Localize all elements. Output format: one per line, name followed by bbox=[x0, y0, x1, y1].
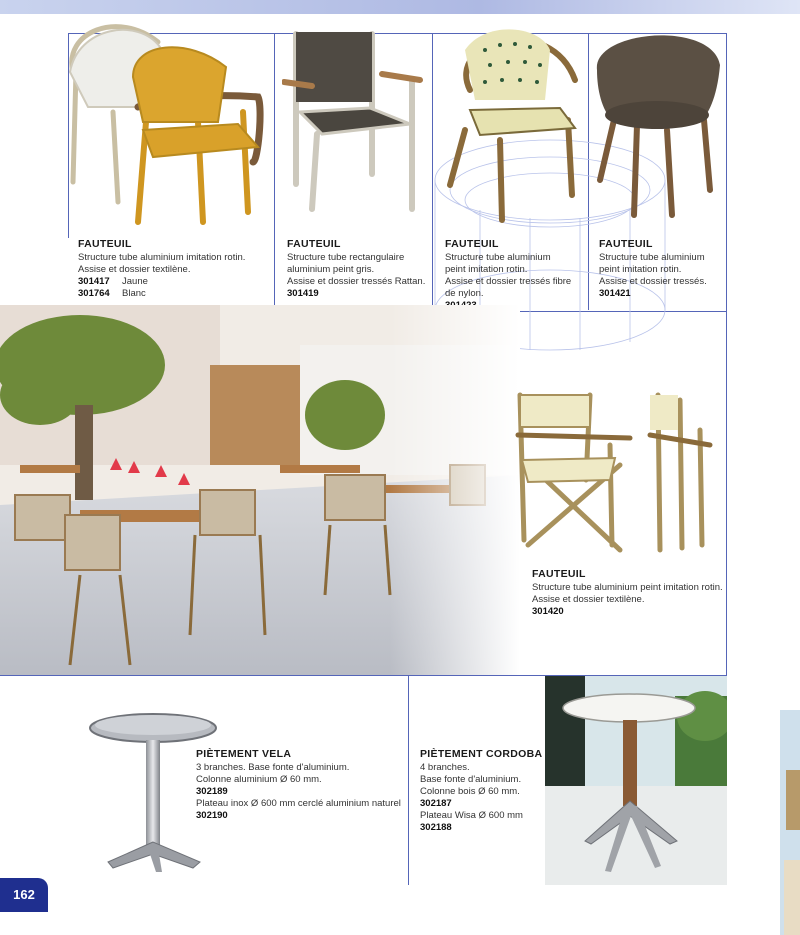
product-title: PIÈTEMENT VELA bbox=[196, 748, 292, 760]
color-label: Blanc bbox=[122, 288, 146, 299]
product-description: Structure tube rectangulaire bbox=[287, 252, 405, 263]
divider bbox=[274, 33, 275, 310]
product-description: de nylon. bbox=[445, 288, 484, 299]
product-description: Assise et dossier tressés Rattan. bbox=[287, 276, 426, 287]
product-title: FAUTEUIL bbox=[78, 238, 132, 250]
chair-photo-301421 bbox=[592, 20, 722, 225]
product-description: Plateau Wisa Ø 600 mm bbox=[420, 810, 523, 821]
product-cordoba bbox=[420, 748, 542, 834]
product-description: Structure tube aluminium peint imitation rotin. bbox=[532, 582, 723, 593]
product-301420 bbox=[532, 568, 723, 618]
terrace-photo bbox=[0, 305, 520, 675]
table-photo-cordoba bbox=[545, 676, 727, 885]
chair-photo-301419 bbox=[282, 24, 427, 214]
product-reference: 302188 bbox=[420, 822, 452, 833]
product-description: Assise et dossier textilène. bbox=[78, 264, 191, 275]
divider bbox=[726, 33, 727, 675]
product-301423 bbox=[445, 238, 571, 312]
product-reference: 302187 bbox=[420, 798, 452, 809]
chair-photo-301417 bbox=[58, 12, 268, 232]
product-description: Structure tube aluminium bbox=[599, 252, 705, 263]
product-reference: 301419 bbox=[287, 288, 319, 299]
product-reference: 302190 bbox=[196, 810, 228, 821]
edge-photo-fragment bbox=[780, 710, 800, 935]
product-description: Structure tube aluminium bbox=[445, 252, 551, 263]
divider bbox=[408, 675, 409, 885]
product-description: 4 branches. bbox=[420, 762, 470, 773]
product-description: Colonne bois Ø 60 mm. bbox=[420, 786, 520, 797]
product-description: Colonne aluminium Ø 60 mm. bbox=[196, 774, 322, 785]
product-description: peint imitation rotin. bbox=[445, 264, 528, 275]
product-description: Assise et dossier textilène. bbox=[532, 594, 645, 605]
product-reference: 302189 bbox=[196, 786, 228, 797]
chair-photo-301420 bbox=[510, 390, 720, 555]
product-title: PIÈTEMENT CORDOBA bbox=[420, 748, 543, 760]
product-reference: 301420 bbox=[532, 606, 564, 617]
page-number: 162 bbox=[0, 878, 48, 912]
product-description: Assise et dossier tressés. bbox=[599, 276, 707, 287]
product-description: Structure tube aluminium imitation rotin. bbox=[78, 252, 246, 263]
product-description: aluminium peint gris. bbox=[287, 264, 375, 275]
product-301421 bbox=[599, 238, 707, 300]
product-description: Base fonte d'aluminium. bbox=[420, 774, 522, 785]
product-reference-row bbox=[78, 276, 245, 288]
product-title: FAUTEUIL bbox=[445, 238, 499, 250]
product-title: FAUTEUIL bbox=[599, 238, 653, 250]
product-reference-row bbox=[78, 288, 245, 300]
product-301419 bbox=[287, 238, 425, 300]
product-title: FAUTEUIL bbox=[287, 238, 341, 250]
product-description: Assise et dossier tressés fibre bbox=[445, 276, 572, 287]
chair-photo-301423 bbox=[440, 20, 585, 225]
product-description: 3 branches. Base fonte d'aluminium. bbox=[196, 762, 350, 773]
product-description: Plateau inox Ø 600 mm cerclé aluminium naturel bbox=[196, 798, 401, 809]
color-label: Jaune bbox=[122, 276, 148, 287]
product-reference: 301764 bbox=[78, 288, 110, 299]
product-vela bbox=[196, 748, 401, 822]
product-reference: 301417 bbox=[78, 276, 110, 287]
product-301417 bbox=[78, 238, 245, 300]
product-description: peint imitation rotin. bbox=[599, 264, 682, 275]
product-reference: 301421 bbox=[599, 288, 631, 299]
product-title: FAUTEUIL bbox=[532, 568, 586, 580]
